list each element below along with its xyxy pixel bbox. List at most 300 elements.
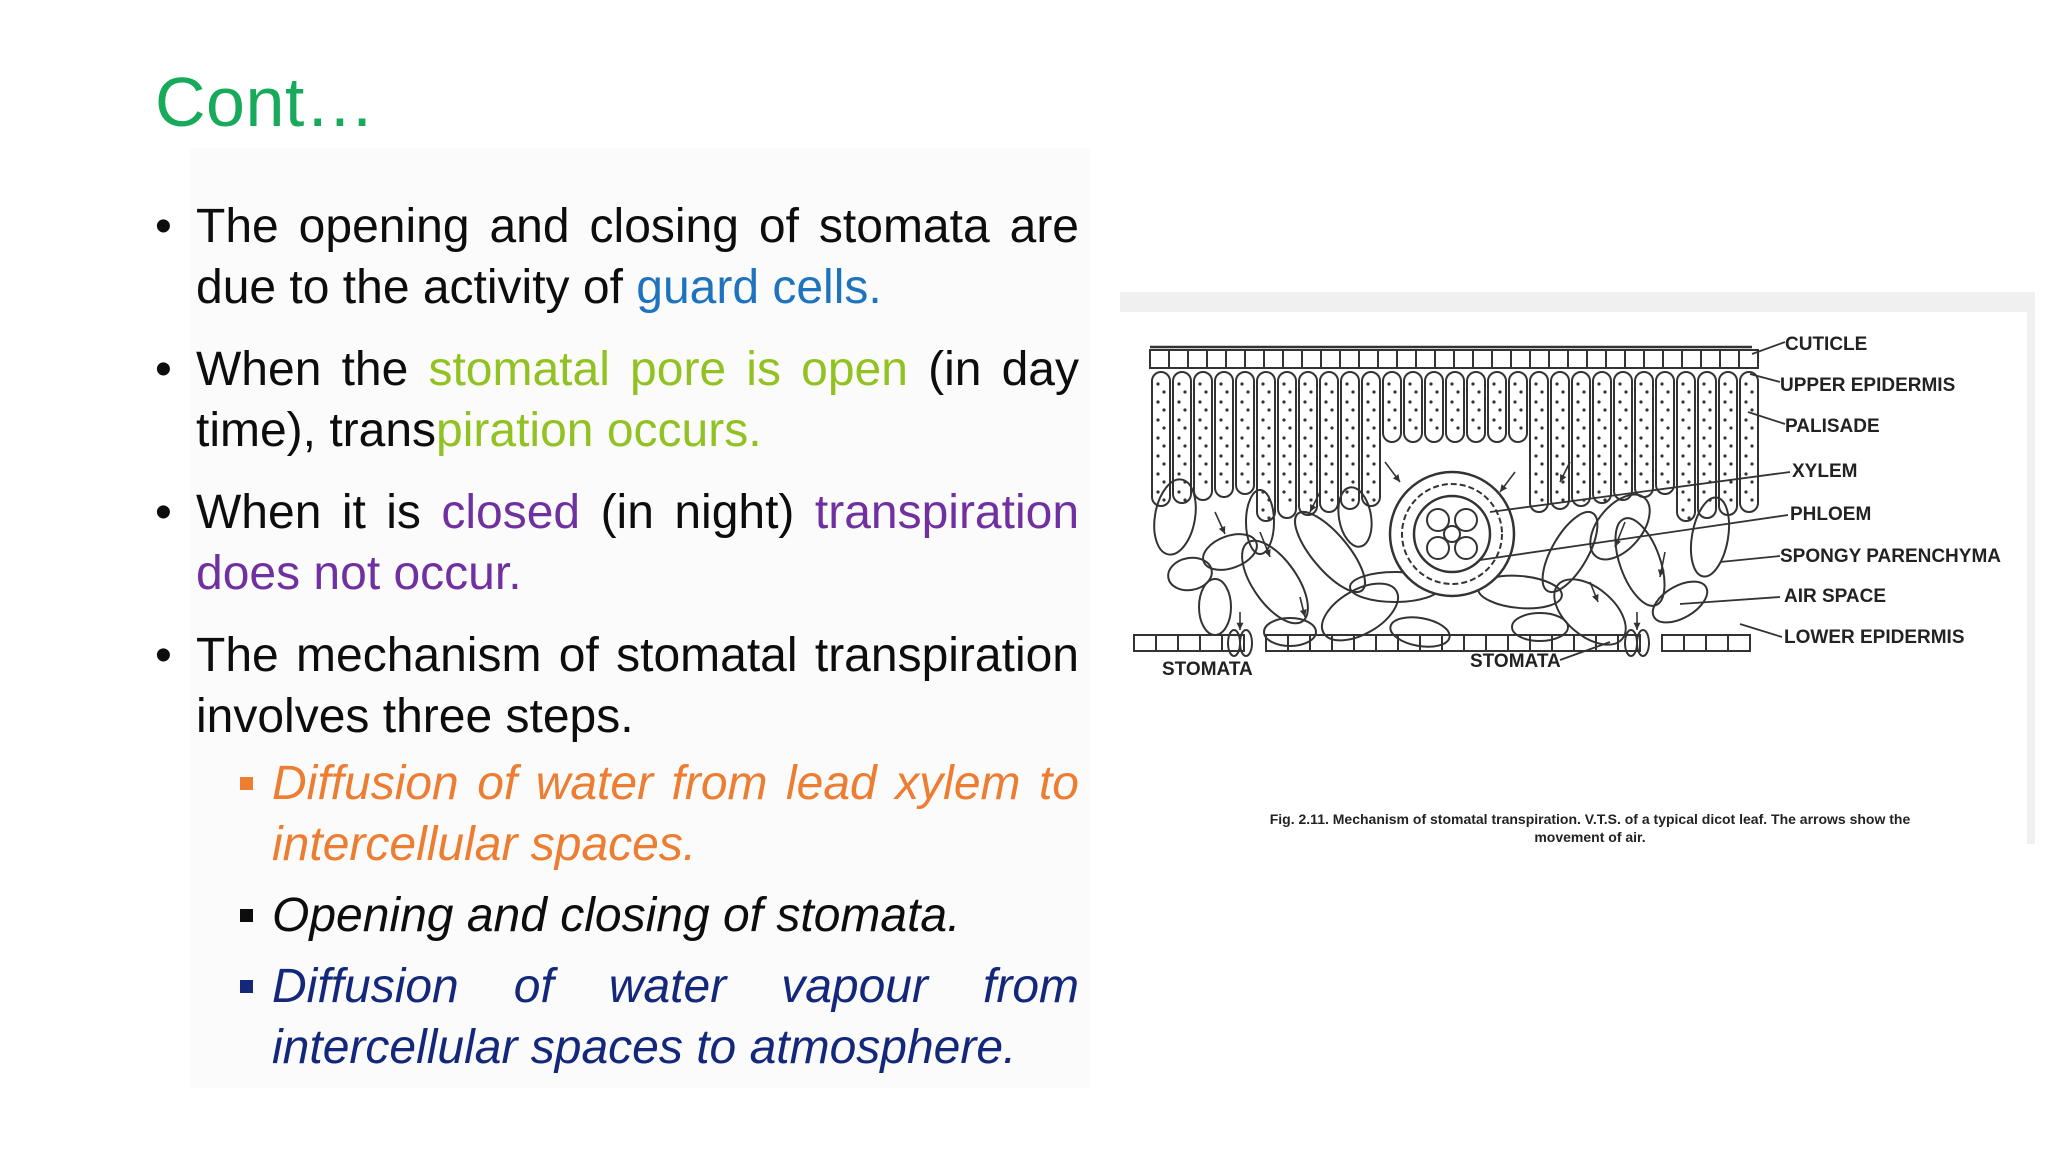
chloroplast-dot <box>1582 408 1585 411</box>
chloroplast-dot <box>1372 480 1375 483</box>
bullet-text: The mechanism of stomatal transpiration involves three steps. <box>196 629 1079 743</box>
chloroplast-dot <box>1372 462 1375 465</box>
sub-bullet-text: Diffusion of water vapour from intercellular spaces to atmosphere. <box>272 960 1079 1074</box>
chloroplast-dot <box>1282 382 1285 385</box>
chloroplast-dot <box>1219 382 1222 385</box>
air-arrow-head <box>1237 623 1244 630</box>
upper-epidermis-cell <box>1625 350 1644 368</box>
palisade-cell <box>1299 372 1317 515</box>
caption-line-1: Fig. 2.11. Mechanism of stomatal transpiration. V.T.S. of a typical dicot leaf. The arrows show the <box>1269 811 1911 827</box>
vascular-bundle <box>1390 472 1514 596</box>
chloroplast-dot <box>1687 516 1690 519</box>
chloroplast-dot <box>1729 444 1732 447</box>
chloroplast-dot <box>1267 426 1270 429</box>
bullet-dot: • <box>155 629 172 682</box>
chloroplast-dot <box>1204 426 1207 429</box>
lower-epidermis-cell <box>1706 635 1728 651</box>
palisade-cell <box>1362 372 1380 506</box>
chloroplast-dot <box>1261 382 1264 385</box>
sub-bullet-text: Diffusion of water from lead xylem to intercellular spaces. <box>272 757 1079 871</box>
chloroplast-dot <box>1708 444 1711 447</box>
highlight-pore-open: stomatal pore is open <box>428 343 908 396</box>
upper-epidermis-cell <box>1302 350 1321 368</box>
chloroplast-dot <box>1435 408 1438 411</box>
chloroplast-dot <box>1744 490 1747 493</box>
chloroplast-dot <box>1540 480 1543 483</box>
chloroplast-dot <box>1561 390 1564 393</box>
chloroplast-dot <box>1177 490 1180 493</box>
chloroplast-dot <box>1561 408 1564 411</box>
chloroplast-dot <box>1366 472 1369 475</box>
chloroplast-dot <box>1660 454 1663 457</box>
palisade-cell <box>1278 372 1296 518</box>
chloroplast-dot <box>1183 462 1186 465</box>
chloroplast-dot <box>1366 382 1369 385</box>
upper-epidermis-cell <box>1454 350 1473 368</box>
chloroplast-dot <box>1240 454 1243 457</box>
chloroplast-dot <box>1519 408 1522 411</box>
palisade-cell <box>1719 372 1737 515</box>
chloroplast-dot <box>1345 436 1348 439</box>
upper-epidermis-cell <box>1663 350 1682 368</box>
chloroplast-dot <box>1309 498 1312 501</box>
chloroplast-dot <box>1372 390 1375 393</box>
chloroplast-dot <box>1540 426 1543 429</box>
chloroplast-dot <box>1660 400 1663 403</box>
chloroplast-dot <box>1750 408 1753 411</box>
chloroplast-dot <box>1330 390 1333 393</box>
chloroplast-dot <box>1645 444 1648 447</box>
chloroplast-dot <box>1288 390 1291 393</box>
chloroplast-dot <box>1414 390 1417 393</box>
chloroplast-dot <box>1666 480 1669 483</box>
chloroplast-dot <box>1240 472 1243 475</box>
chloroplast-dot <box>1681 436 1684 439</box>
chloroplast-dot <box>1303 400 1306 403</box>
chloroplast-dot <box>1639 454 1642 457</box>
chloroplast-dot <box>1645 462 1648 465</box>
chloroplast-dot <box>1324 490 1327 493</box>
chloroplast-dot <box>1177 400 1180 403</box>
chloroplast-dot <box>1204 444 1207 447</box>
chloroplast-dot <box>1393 390 1396 393</box>
chloroplast-dot <box>1345 472 1348 475</box>
chloroplast-dot <box>1177 454 1180 457</box>
chloroplast-dot <box>1639 436 1642 439</box>
palisade-cell <box>1677 372 1695 521</box>
chloroplast-dot <box>1330 426 1333 429</box>
chloroplast-dot <box>1267 390 1270 393</box>
bullet-text: When the <box>196 343 429 396</box>
chloroplast-dot <box>1555 490 1558 493</box>
lower-epidermis-cell <box>1156 635 1178 651</box>
sub-bullet-step-2 <box>237 885 1079 946</box>
label-xylem: XYLEM <box>1792 461 1858 482</box>
chloroplast-dot <box>1666 444 1669 447</box>
chloroplast-dot <box>1330 408 1333 411</box>
upper-epidermis-cell <box>1549 350 1568 368</box>
chloroplast-dot <box>1513 382 1516 385</box>
chloroplast-dot <box>1366 490 1369 493</box>
chloroplast-dot <box>1603 498 1606 501</box>
chloroplast-dot <box>1477 390 1480 393</box>
chloroplast-dot <box>1582 426 1585 429</box>
chloroplast-dot <box>1183 390 1186 393</box>
chloroplast-dot <box>1660 436 1663 439</box>
chloroplast-dot <box>1576 454 1579 457</box>
lower-epidermis-cell <box>1178 635 1200 651</box>
upper-epidermis-cell <box>1378 350 1397 368</box>
chloroplast-dot <box>1660 418 1663 421</box>
palisade-cell <box>1488 372 1506 442</box>
chloroplast-dot <box>1555 436 1558 439</box>
label-lower-epidermis: LOWER EPIDERMIS <box>1784 627 1965 648</box>
palisade-cell <box>1236 372 1254 494</box>
lower-epidermis-cell <box>1530 635 1552 651</box>
chloroplast-dot <box>1492 400 1495 403</box>
upper-epidermis-cell <box>1473 350 1492 368</box>
chloroplast-dot <box>1534 400 1537 403</box>
chloroplast-dot <box>1204 390 1207 393</box>
chloroplast-dot <box>1324 472 1327 475</box>
bullet-text: (in day time), trans <box>196 343 1080 457</box>
chloroplast-dot <box>1450 400 1453 403</box>
chloroplast-dot <box>1702 454 1705 457</box>
chloroplast-dot <box>1429 418 1432 421</box>
upper-epidermis-cell <box>1606 350 1625 368</box>
chloroplast-dot <box>1198 382 1201 385</box>
chloroplast-dot <box>1261 508 1264 511</box>
chloroplast-dot <box>1450 382 1453 385</box>
lower-epidermis-cell <box>1552 635 1574 651</box>
chloroplast-dot <box>1345 490 1348 493</box>
chloroplast-dot <box>1660 382 1663 385</box>
chloroplast-dot <box>1219 472 1222 475</box>
chloroplast-dot <box>1219 454 1222 457</box>
chloroplast-dot <box>1219 436 1222 439</box>
chloroplast-dot <box>1267 516 1270 519</box>
chloroplast-dot <box>1162 498 1165 501</box>
chloroplast-dot <box>1513 400 1516 403</box>
chloroplast-dot <box>1219 400 1222 403</box>
chloroplast-dot <box>1477 426 1480 429</box>
label-palisade: PALISADE <box>1785 416 1880 437</box>
chloroplast-dot <box>1372 426 1375 429</box>
chloroplast-dot <box>1330 480 1333 483</box>
chloroplast-dot <box>1177 382 1180 385</box>
chloroplast-dot <box>1351 408 1354 411</box>
chloroplast-dot <box>1702 472 1705 475</box>
air-arrow-head <box>1634 623 1641 630</box>
chloroplast-dot <box>1471 382 1474 385</box>
upper-epidermis-cell <box>1530 350 1549 368</box>
chloroplast-dot <box>1246 462 1249 465</box>
chloroplast-dot <box>1744 454 1747 457</box>
chloroplast-dot <box>1540 462 1543 465</box>
chloroplast-dot <box>1681 400 1684 403</box>
chloroplast-dot <box>1498 408 1501 411</box>
chloroplast-dot <box>1198 418 1201 421</box>
chloroplast-dot <box>1303 436 1306 439</box>
label-spongy-parenchyma: SPONGY PARENCHYMA <box>1780 546 2001 567</box>
upper-epidermis-cell <box>1435 350 1454 368</box>
chloroplast-dot <box>1666 462 1669 465</box>
chloroplast-dot <box>1708 462 1711 465</box>
chloroplast-dot <box>1366 436 1369 439</box>
chloroplast-dot <box>1555 454 1558 457</box>
chloroplast-dot <box>1282 400 1285 403</box>
chloroplast-dot <box>1702 382 1705 385</box>
chloroplast-dot <box>1618 454 1621 457</box>
chloroplast-dot <box>1624 408 1627 411</box>
chloroplast-dot <box>1477 408 1480 411</box>
chloroplast-dot <box>1456 426 1459 429</box>
chloroplast-dot <box>1456 408 1459 411</box>
sub-bullet-step-3 <box>237 956 1079 1078</box>
chloroplast-dot <box>1582 444 1585 447</box>
air-arrow-head <box>1500 484 1507 492</box>
upper-epidermis-cell <box>1397 350 1416 368</box>
lower-epidermis-cell <box>1662 635 1684 651</box>
lower-epidermis-cell <box>1464 635 1486 651</box>
chloroplast-dot <box>1387 418 1390 421</box>
chloroplast-dot <box>1408 382 1411 385</box>
chloroplast-dot <box>1702 436 1705 439</box>
chloroplast-dot <box>1198 454 1201 457</box>
chloroplast-dot <box>1618 436 1621 439</box>
chloroplast-dot <box>1261 418 1264 421</box>
chloroplast-dot <box>1561 462 1564 465</box>
bullet-mechanism <box>155 625 1079 747</box>
chloroplast-dot <box>1540 390 1543 393</box>
caption-line-2: movement of air. <box>1534 829 1646 845</box>
chloroplast-dot <box>1225 408 1228 411</box>
chloroplast-dot <box>1750 444 1753 447</box>
chloroplast-dot <box>1729 462 1732 465</box>
upper-epidermis-cell <box>1682 350 1701 368</box>
chloroplast-dot <box>1624 390 1627 393</box>
chloroplast-dot <box>1414 408 1417 411</box>
chloroplast-dot <box>1498 390 1501 393</box>
chloroplast-dot <box>1729 408 1732 411</box>
chloroplast-dot <box>1372 408 1375 411</box>
upper-epidermis-cell <box>1150 350 1169 368</box>
chloroplast-dot <box>1261 472 1264 475</box>
chloroplast-dot <box>1309 426 1312 429</box>
chloroplast-dot <box>1540 408 1543 411</box>
chloroplast-dot <box>1561 480 1564 483</box>
upper-epidermis-cell <box>1701 350 1720 368</box>
chloroplast-dot <box>1702 400 1705 403</box>
chloroplast-dot <box>1687 426 1690 429</box>
chloroplast-dot <box>1639 382 1642 385</box>
chloroplast-dot <box>1288 498 1291 501</box>
spongy-cell <box>1512 613 1568 641</box>
chloroplast-dot <box>1708 408 1711 411</box>
lower-epidermis-cell <box>1420 635 1442 651</box>
chloroplast-dot <box>1309 480 1312 483</box>
chloroplast-dot <box>1162 408 1165 411</box>
chloroplast-dot <box>1582 480 1585 483</box>
highlight-not-occur: transpiration does not occur. <box>196 486 1080 600</box>
upper-epidermis-cell <box>1264 350 1283 368</box>
chloroplast-dot <box>1330 498 1333 501</box>
lower-epidermis-cell <box>1134 635 1156 651</box>
spongy-cell <box>1605 512 1674 612</box>
chloroplast-dot <box>1240 436 1243 439</box>
chloroplast-dot <box>1702 418 1705 421</box>
chloroplast-dot <box>1534 418 1537 421</box>
leaf-cross-section-diagram <box>1120 312 2027 812</box>
chloroplast-dot <box>1744 418 1747 421</box>
guard-cell <box>1637 630 1649 656</box>
lower-epidermis-cell <box>1486 635 1508 651</box>
chloroplast-dot <box>1324 436 1327 439</box>
chloroplast-dot <box>1366 418 1369 421</box>
upper-epidermis-cell <box>1283 350 1302 368</box>
chloroplast-dot <box>1750 498 1753 501</box>
chloroplast-dot <box>1681 454 1684 457</box>
chloroplast-dot <box>1492 382 1495 385</box>
palisade-cell <box>1551 372 1569 509</box>
chloroplast-dot <box>1177 418 1180 421</box>
chloroplast-dot <box>1261 436 1264 439</box>
chloroplast-dot <box>1408 400 1411 403</box>
bullet-text: The opening and closing of stomata are due to the activity of <box>196 200 1079 314</box>
chloroplast-dot <box>1288 426 1291 429</box>
chloroplast-dot <box>1303 472 1306 475</box>
palisade-cell <box>1404 372 1422 442</box>
chloroplast-dot <box>1225 426 1228 429</box>
spongy-cell <box>1542 567 1637 658</box>
chloroplast-dot <box>1744 382 1747 385</box>
chloroplast-dot <box>1723 436 1726 439</box>
chloroplast-dot <box>1603 444 1606 447</box>
chloroplast-dot <box>1282 418 1285 421</box>
bullet-guard-cells <box>155 196 1079 318</box>
chloroplast-dot <box>1645 480 1648 483</box>
chloroplast-dot <box>1702 490 1705 493</box>
highlight-occurs: piration occurs. <box>436 404 762 457</box>
chloroplast-dot <box>1687 498 1690 501</box>
chloroplast-dot <box>1666 408 1669 411</box>
chloroplast-dot <box>1162 480 1165 483</box>
spongy-cell <box>1199 579 1231 635</box>
chloroplast-dot <box>1576 472 1579 475</box>
lower-epidermis-cell <box>1376 635 1398 651</box>
chloroplast-dot <box>1681 508 1684 511</box>
chloroplast-dot <box>1561 426 1564 429</box>
palisade-cell <box>1509 372 1527 442</box>
chloroplast-dot <box>1345 400 1348 403</box>
palisade-cell <box>1383 372 1401 442</box>
chloroplast-dot <box>1687 408 1690 411</box>
chloroplast-dot <box>1288 444 1291 447</box>
chloroplast-dot <box>1519 426 1522 429</box>
chloroplast-dot <box>1534 472 1537 475</box>
chloroplast-dot <box>1624 426 1627 429</box>
chloroplast-dot <box>1603 426 1606 429</box>
spongy-cell <box>1685 494 1734 579</box>
square-bullet <box>240 909 253 922</box>
chloroplast-dot <box>1198 400 1201 403</box>
chloroplast-dot <box>1183 408 1186 411</box>
bullet-text: When it is <box>196 486 442 539</box>
chloroplast-dot <box>1576 418 1579 421</box>
chloroplast-dot <box>1351 480 1354 483</box>
chloroplast-dot <box>1288 480 1291 483</box>
chloroplast-dot <box>1156 418 1159 421</box>
palisade-cell <box>1572 372 1590 506</box>
chloroplast-dot <box>1723 382 1726 385</box>
chloroplast-dot <box>1555 418 1558 421</box>
chloroplast-dot <box>1429 400 1432 403</box>
chloroplast-dot <box>1408 418 1411 421</box>
leaf-section-figure <box>1120 292 2035 844</box>
spongy-cell <box>1166 554 1215 593</box>
upper-epidermis-cell <box>1340 350 1359 368</box>
chloroplast-dot <box>1597 490 1600 493</box>
chloroplast-dot <box>1666 426 1669 429</box>
palisade-cell <box>1215 372 1233 497</box>
chloroplast-dot <box>1513 418 1516 421</box>
chloroplast-dot <box>1582 462 1585 465</box>
palisade-cell <box>1320 372 1338 512</box>
guard-cell <box>1625 630 1637 656</box>
upper-epidermis-cell <box>1188 350 1207 368</box>
chloroplast-dot <box>1723 454 1726 457</box>
chloroplast-dot <box>1351 498 1354 501</box>
upper-epidermis-cell <box>1321 350 1340 368</box>
air-arrow-head <box>1393 474 1400 482</box>
upper-epidermis-cell <box>1207 350 1226 368</box>
chloroplast-dot <box>1744 400 1747 403</box>
chloroplast-dot <box>1597 418 1600 421</box>
chloroplast-dot <box>1723 472 1726 475</box>
chloroplast-dot <box>1225 480 1228 483</box>
chloroplast-dot <box>1576 382 1579 385</box>
chloroplast-dot <box>1639 418 1642 421</box>
chloroplast-dot <box>1198 472 1201 475</box>
chloroplast-dot <box>1414 426 1417 429</box>
chloroplast-dot <box>1450 418 1453 421</box>
label-phloem: PHLOEM <box>1790 504 1872 525</box>
chloroplast-dot <box>1324 400 1327 403</box>
palisade-cell <box>1467 372 1485 442</box>
chloroplast-dot <box>1225 462 1228 465</box>
chloroplast-dot <box>1750 462 1753 465</box>
spongy-cell <box>1198 527 1262 576</box>
chloroplast-dot <box>1198 436 1201 439</box>
upper-epidermis-cell <box>1644 350 1663 368</box>
chloroplast-dot <box>1393 408 1396 411</box>
label-stomata-left: STOMATA <box>1162 659 1253 680</box>
chloroplast-dot <box>1435 390 1438 393</box>
label-air-space: AIR SPACE <box>1784 586 1887 607</box>
chloroplast-dot <box>1177 436 1180 439</box>
chloroplast-dot <box>1156 454 1159 457</box>
chloroplast-dot <box>1261 454 1264 457</box>
upper-epidermis-cell <box>1245 350 1264 368</box>
chloroplast-dot <box>1708 426 1711 429</box>
chloroplast-dot <box>1282 454 1285 457</box>
chloroplast-dot <box>1750 390 1753 393</box>
chloroplast-dot <box>1744 472 1747 475</box>
palisade-cell <box>1425 372 1443 442</box>
chloroplast-dot <box>1156 490 1159 493</box>
chloroplast-dot <box>1555 400 1558 403</box>
chloroplast-dot <box>1576 490 1579 493</box>
